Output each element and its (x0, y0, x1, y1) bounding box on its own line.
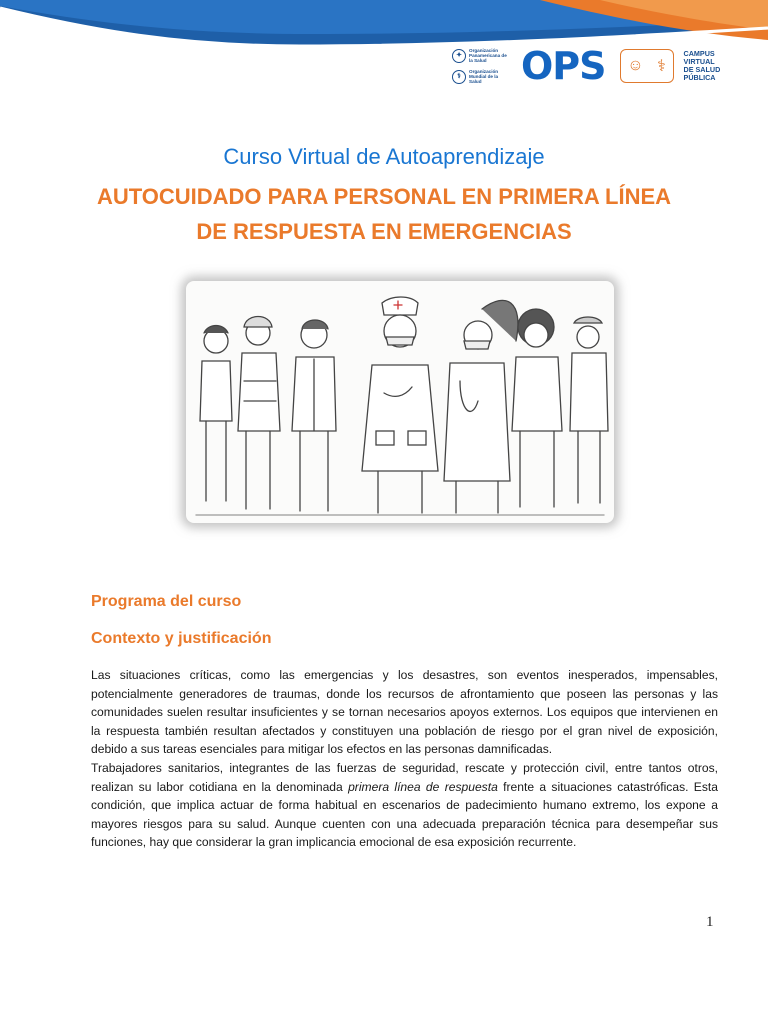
frontline-emphasis: primera línea de respuesta (348, 779, 498, 794)
page-number: 1 (706, 914, 714, 930)
frontline-workers-illustration (186, 281, 614, 523)
paragraph-2 (91, 759, 718, 852)
header-logos (452, 44, 728, 88)
context-body (91, 666, 718, 852)
course-title-line-1: AUTOCUIDADO PARA PERSONAL EN PRIMERA LÍNEA (96, 184, 672, 209)
paragraph-2-end: frente a situaciones catastróficas. Esta condición, que implica actuar de forma habitual en escenarios de padecimiento humano extremo, los expone a mayores riesgos para su salud. Aunque cuenten con una adecuada preparación técnica para desempeñar sus funciones, hay que considerar la gran implicancia emocional de esa exposición recurrente. (91, 779, 718, 850)
context-heading: Contexto y justificación (91, 630, 272, 647)
paragraph-2-start: Trabajadores sanitarios, integrantes de las fuerzas de seguridad, rescate y protección civil, entre tantos otros, realizan su labor cotidiana en la denominada (91, 760, 718, 794)
who-name: Organización Mundial de la Salud (469, 69, 499, 84)
globe-icon: ✦ (452, 49, 466, 63)
paragraph-1: Las situaciones críticas, como las emergencias y los desastres, son eventos inesperados, impensables, potencialmente generadores de traumas, donde los recursos de afrontamiento que poseen las personas y las comunidades suelen resultar insuficientes y se tornan necesarios apoyos externos. Los equipos que intervienen en la respuesta también resultan afectados y constituyen una población de riesgo por el gran nivel de exposición, debido a sus tareas esenciales para mitigar los efectos en las personas damnificadas. (91, 668, 718, 757)
org-logos (452, 48, 509, 84)
who-logo (452, 69, 509, 84)
campus-logo-text: CAMPUS VIRTUAL DE SALUD PÚBLICA (683, 49, 721, 82)
caduceus-icon: ⚕ (657, 58, 666, 75)
workers-drawing (186, 281, 614, 523)
ops-logo: OPS (521, 44, 606, 88)
paho-name: Organización Panamericana de la Salud (469, 48, 507, 63)
who-emblem-icon: ⚕ (452, 70, 466, 84)
campus-emblem-icon (620, 49, 674, 83)
course-title-line-2: DE RESPUESTA EN EMERGENCIAS (196, 219, 572, 244)
face-profile-icon: ☺ (627, 57, 644, 74)
paho-logo (452, 48, 509, 63)
program-heading: Programa del curso (91, 593, 242, 610)
course-type-title: Curso Virtual de Autoaprendizaje (223, 144, 545, 169)
